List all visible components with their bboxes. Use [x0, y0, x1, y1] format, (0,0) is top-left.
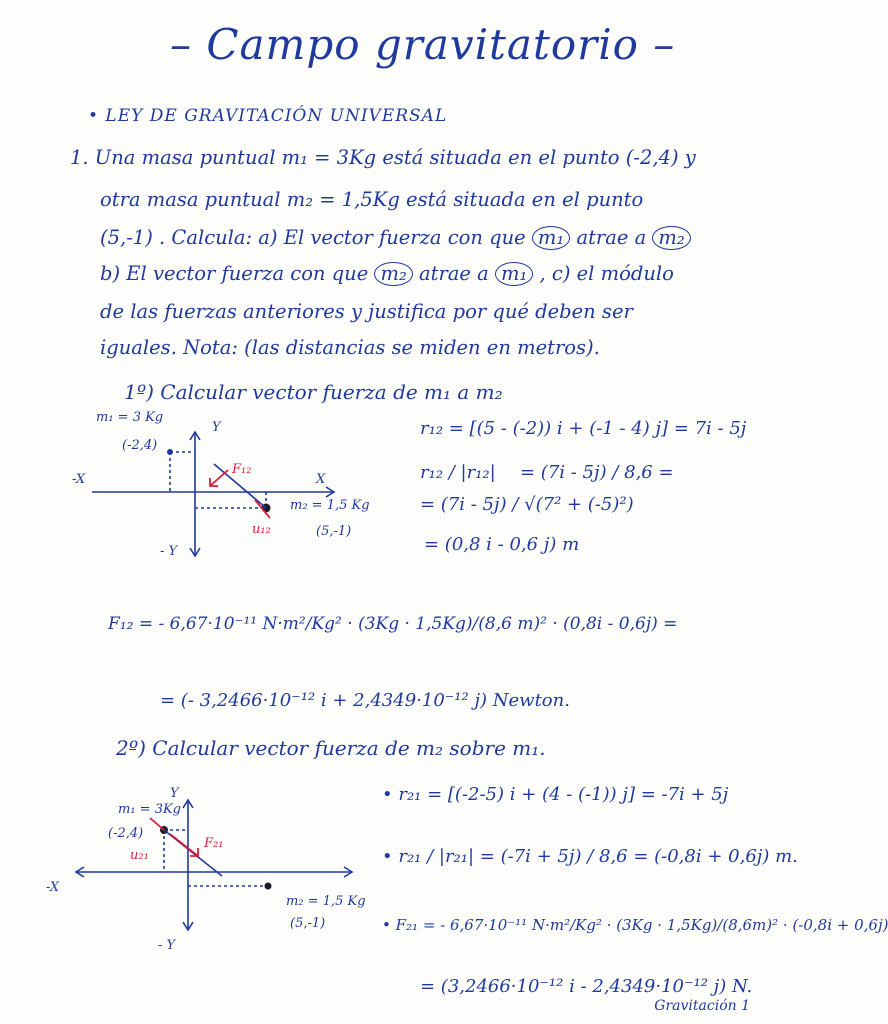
- u12-result: = (0,8 i - 0,6 j) m: [424, 534, 580, 555]
- d2-axis-neg-y: - Y: [158, 938, 176, 953]
- d2-axis-y: Y: [170, 786, 179, 801]
- problem-line-4-mid: atrae a: [419, 262, 489, 285]
- problem-line-3-text: (5,-1) . Calcula: a) El vector fuerza con que: [100, 226, 526, 249]
- problem-line-6: iguales. Nota: (las distancias se miden en metros).: [100, 336, 600, 359]
- d1-m2-point: (5,-1): [316, 524, 352, 539]
- f12-arrow: [210, 470, 228, 486]
- u21-equation: • r₂₁ / |r₂₁| = (-7i + 5j) / 8,6 = (-0,8i + 0,6j) m.: [382, 846, 798, 867]
- circled-m2: m₂: [652, 226, 690, 250]
- circled-m1: m₁: [532, 226, 570, 250]
- d1-axis-x: X: [316, 472, 326, 487]
- d1-m1-label: m₁ = 3 Kg: [96, 410, 164, 425]
- u12-lhs: r₁₂ / |r₁₂|: [420, 462, 496, 483]
- page-title: – Campo gravitatorio –: [170, 20, 676, 69]
- d1-axis-neg-y: - Y: [160, 544, 178, 559]
- problem-line-4-text: b) El vector fuerza con que: [100, 262, 369, 285]
- d2-unit-label: u₂₁: [130, 848, 149, 863]
- m2-point-2: [265, 883, 272, 890]
- d1-m2-label: m₂ = 1,5 Kg: [290, 498, 370, 513]
- step2-heading: 2º) Calcular vector fuerza de m₂ sobre m₁.: [116, 736, 546, 760]
- d1-force-label: F₁₂: [232, 462, 252, 477]
- diagram2-axes: [76, 800, 352, 930]
- circled-m2: m₂: [374, 262, 412, 286]
- u12-mid: = (7i - 5j) / √(7² + (-5)²): [420, 494, 634, 515]
- d2-axis-neg-x: -X: [46, 880, 60, 895]
- circled-m1: m₁: [495, 262, 533, 286]
- r21-equation: • r₂₁ = [(-2-5) i + (4 - (-1)) j] = -7i + 5j: [382, 784, 729, 805]
- F12-line-2: = (- 3,2466·10⁻¹² i + 2,4349·10⁻¹² j) Newton.: [160, 690, 570, 711]
- problem-line-5: de las fuerzas anteriores y justifica por qué deben ser: [100, 300, 633, 323]
- problem-line-1: 1. Una masa puntual m₁ = 3Kg está situada en el punto (-2,4) y: [70, 146, 696, 169]
- d2-m1-label: m₁ = 3Kg: [118, 802, 182, 817]
- F21-line-2: = (3,2466·10⁻¹² i - 2,4349·10⁻¹² j) N.: [420, 976, 753, 997]
- F12-line-1: F₁₂ = - 6,67·10⁻¹¹ N·m²/Kg² · (3Kg · 1,5Kg)/(8,6 m)² · (0,8i - 0,6j) =: [108, 614, 678, 634]
- d2-force-label: F₂₁: [204, 836, 224, 851]
- d2-m1-point: (-2,4): [108, 826, 144, 841]
- m1-point: [167, 449, 173, 455]
- d1-axis-y: Y: [212, 420, 221, 435]
- d2-m2-label: m₂ = 1,5 Kg: [286, 894, 366, 909]
- d1-axis-neg-x: -X: [72, 472, 86, 487]
- step1-heading: 1º) Calcular vector fuerza de m₁ a m₂: [124, 380, 503, 404]
- F21-line-1: • F₂₁ = - 6,67·10⁻¹¹ N·m²/Kg² · (3Kg · 1,5Kg)/(8,6m)² · (-0,8i + 0,6j): [382, 916, 888, 934]
- d1-m1-point: (-2,4): [122, 438, 158, 453]
- u12-rhs: = (7i - 5j) / 8,6 =: [520, 462, 674, 483]
- problem-line-4-post: , c) el módulo: [539, 262, 674, 285]
- u21-arrow: [150, 818, 164, 830]
- problem-line-2: otra masa puntual m₂ = 1,5Kg está situada en el punto: [100, 188, 644, 211]
- section-heading: • LEY DE GRAVITACIÓN UNIVERSAL: [88, 106, 448, 126]
- problem-line-3-mid: atrae a: [576, 226, 647, 249]
- d1-unit-label: u₁₂: [252, 522, 271, 537]
- f21-arrow: [170, 834, 198, 856]
- r12-equation: r₁₂ = [(5 - (-2)) i + (-1 - 4) j] = 7i - 5j: [420, 418, 747, 439]
- page-footer: Gravitación 1: [654, 998, 750, 1014]
- d2-m2-point: (5,-1): [290, 916, 326, 931]
